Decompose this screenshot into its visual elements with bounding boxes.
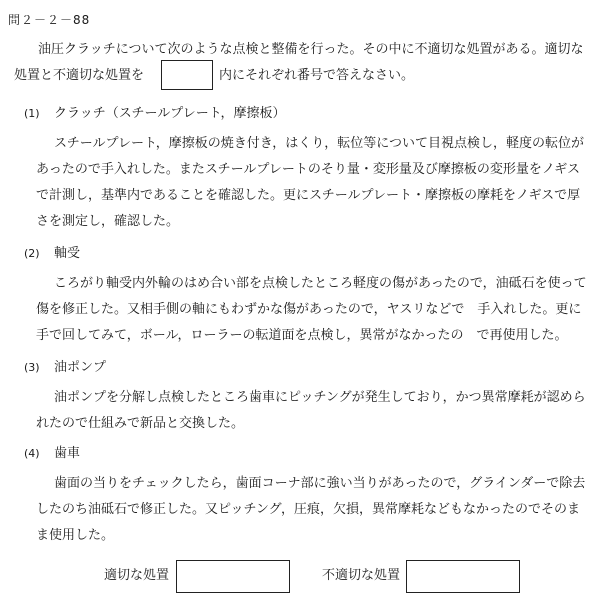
section-4-line-2: したのち油砥石で修正した。又ピッチング，圧痕，欠損，異常摩耗などもなかったのでそのま — [36, 502, 581, 517]
section-2-heading — [24, 246, 80, 262]
section-3-title: 油ポンプ — [54, 360, 107, 375]
section-1-line-4: さを測定し，確認した。 — [36, 214, 180, 229]
intro-line-1: 油圧クラッチについて次のような点検と整備を行った。その中に不適切な処置がある。適切な — [38, 42, 584, 57]
section-2-marker: (2) — [24, 247, 40, 260]
intro-line-2: 処置と不適切な処置を — [14, 68, 145, 83]
section-1-line-2: あったので手入れした。またスチールプレートのそり量・変形量及び摩擦板の変形量をノギス — [36, 162, 581, 177]
section-4-line-1: 歯面の当りをチェックしたら，歯面コーナ部に強い当りがあったので，グラインダーで除去 — [54, 476, 586, 491]
section-1-title: クラッチ（スチールプレート，摩擦板） — [54, 106, 286, 121]
section-2-line-2: 傷を修正した。又相手側の軸にもわずかな傷があったので，ヤスリなどで 手入れした。更に — [36, 302, 582, 317]
section-1-line-3: で計測し，基準内であることを確認した。更にスチールプレート・摩擦板の摩耗をノギスで厚 — [36, 188, 581, 203]
appropriate-answer-box[interactable] — [176, 560, 290, 593]
section-1-heading — [24, 106, 286, 122]
inline-answer-box — [161, 60, 213, 90]
section-3-line-2: れたので仕組みで新品と交換した。 — [36, 416, 245, 431]
section-3-line-1: 油ポンプを分解し点検したところ歯車にピッチングが発生しており，かつ異常摩耗が認めら — [54, 390, 586, 405]
inappropriate-answer-label: 不適切な処置 — [322, 568, 401, 583]
inappropriate-answer-box[interactable] — [406, 560, 520, 593]
appropriate-answer-label: 適切な処置 — [104, 568, 170, 583]
section-3-marker: (3) — [24, 361, 40, 374]
section-1-marker: (1) — [24, 107, 40, 120]
section-4-marker: (4) — [24, 447, 40, 460]
section-4-line-3: ま使用した。 — [36, 528, 115, 543]
section-4-heading — [24, 446, 80, 462]
question-number: 問２－２－88 — [8, 13, 91, 27]
section-2-title: 軸受 — [54, 246, 81, 261]
intro-line-2-rest: 内にそれぞれ番号で答えなさい。 — [219, 68, 415, 83]
section-1-line-1: スチールプレート，摩擦板の焼き付き，はくり，転位等について目視点検し，軽度の転位が — [54, 136, 585, 151]
section-2-line-3: 手で回してみて，ボール，ローラーの転道面を点検し，異常がなかったの で再使用した。 — [36, 328, 568, 343]
section-2-line-1: ころがり軸受内外輪のはめ合い部を点検したところ軽度の傷があったので，油砥石を使って — [54, 276, 587, 291]
section-4-title: 歯車 — [54, 446, 81, 461]
section-3-heading — [24, 360, 106, 376]
